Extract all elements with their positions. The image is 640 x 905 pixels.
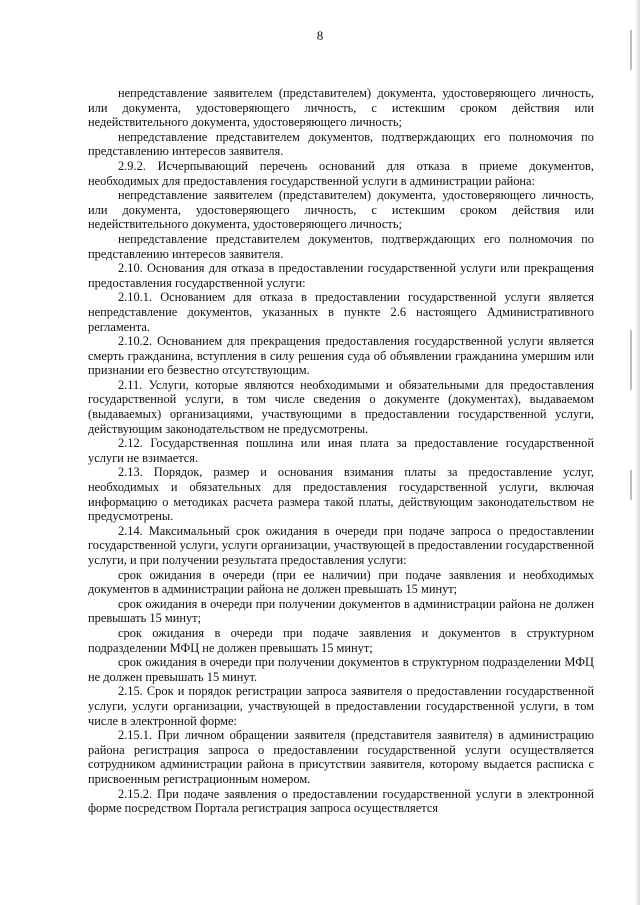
paragraph: 2.11. Услуги, которые являются необходимыми и обязательными для предоставления государственной услуги, в том числе сведения о документе (документах), выдаваемом (выдаваемых) организациями, участвующими в предоставлении государственной услуги, действующим законодательством не предусмотрены. bbox=[88, 377, 594, 436]
paragraph: 2.12. Государственная пошлина или иная плата за предоставление государственной услуги не взимается. bbox=[88, 436, 594, 465]
paragraph: срок ожидания в очереди (при ее наличии) при подаче заявления и необходимых документов в администрации района не должен превышать 15 минут; bbox=[88, 567, 594, 597]
page-number: 8 bbox=[316, 28, 324, 43]
paragraph: срок ожидания в очереди при получении документов в структурном подразделении МФЦ не должен превышать 15 минут. bbox=[88, 655, 594, 684]
paragraph: 2.15.1. При личном обращении заявителя (представителя заявителя) в администрацию района регистрация запроса о предоставлении государственной услуги осуществляется сотрудником администрации района в присутствии заявителя, которому выдается расписка с присвоенным регистрационным номером. bbox=[88, 728, 594, 786]
paragraph: 2.15. Срок и порядок регистрации запроса заявителя о предоставлении государственной услуги, услуги организации, участвующей в предоставлении государственной услуги, в том числе в электронной форме: bbox=[88, 684, 594, 728]
document-body bbox=[88, 86, 594, 816]
scan-mark bbox=[630, 330, 632, 390]
paragraph: 2.10.2. Основанием для прекращения предоставления государственной услуги является смерть гражданина, вступления в силу решения суда об объявлении гражданина умершим или признании его безвестно отсутствующим. bbox=[88, 334, 594, 378]
paragraph: непредставление заявителем (представителем) документа, удостоверяющего личность, или документа, удостоверяющего личность, с истекшим сроком действия или недействительного документа, удостоверяющего личность; bbox=[88, 86, 594, 130]
paragraph: непредставление представителем документов, подтверждающих его полномочия по представлению интересов заявителя. bbox=[88, 129, 594, 159]
paragraph: 2.9.2. Исчерпывающий перечень оснований для отказа в приеме документов, необходимых для предоставления государственной услуги в администрации района: bbox=[88, 158, 594, 188]
paragraph: срок ожидания в очереди при получении документов в администрации района не должен превышать 15 минут; bbox=[88, 596, 594, 626]
paragraph: непредставление представителем документов, подтверждающих его полномочия по представлению интересов заявителя. bbox=[88, 231, 594, 261]
scan-edge bbox=[636, 0, 640, 905]
scan-mark bbox=[630, 30, 632, 70]
paragraph: 2.15.2. При подаче заявления о предоставлении государственной услуги в электронной форме посредством Портала регистрация запроса осуществляется bbox=[88, 786, 594, 816]
scan-mark bbox=[630, 470, 632, 500]
paragraph: непредставление заявителем (представителем) документа, удостоверяющего личность, или документа, удостоверяющего личность, с истекшим сроком действия или недействительного документа, удостоверяющего личность; bbox=[88, 188, 594, 232]
paragraph: 2.13. Порядок, размер и основания взимания платы за предоставление услуг, необходимых и обязательных для предоставления государственной услуги, включая информацию о методиках расчета размера такой платы, действующим законодательством не предусмотрены. bbox=[88, 465, 594, 524]
paragraph: 2.14. Максимальный срок ожидания в очереди при подаче запроса о предоставлении государственной услуги, услуги организации, участвующей в предоставлении государственной услуги, и при получении результата предоставления услуги: bbox=[88, 523, 594, 567]
paragraph: 2.10.1. Основанием для отказа в предоставлении государственной услуги является непредставление документов, указанных в пункте 2.6 настоящего Административного регламента. bbox=[88, 290, 594, 334]
paragraph: 2.10. Основания для отказа в предоставлении государственной услуги или прекращения предоставления государственной услуги: bbox=[88, 261, 594, 290]
paragraph: срок ожидания в очереди при подаче заявления и документов в структурном подразделении МФЦ не должен превышать 15 минут; bbox=[88, 625, 594, 655]
